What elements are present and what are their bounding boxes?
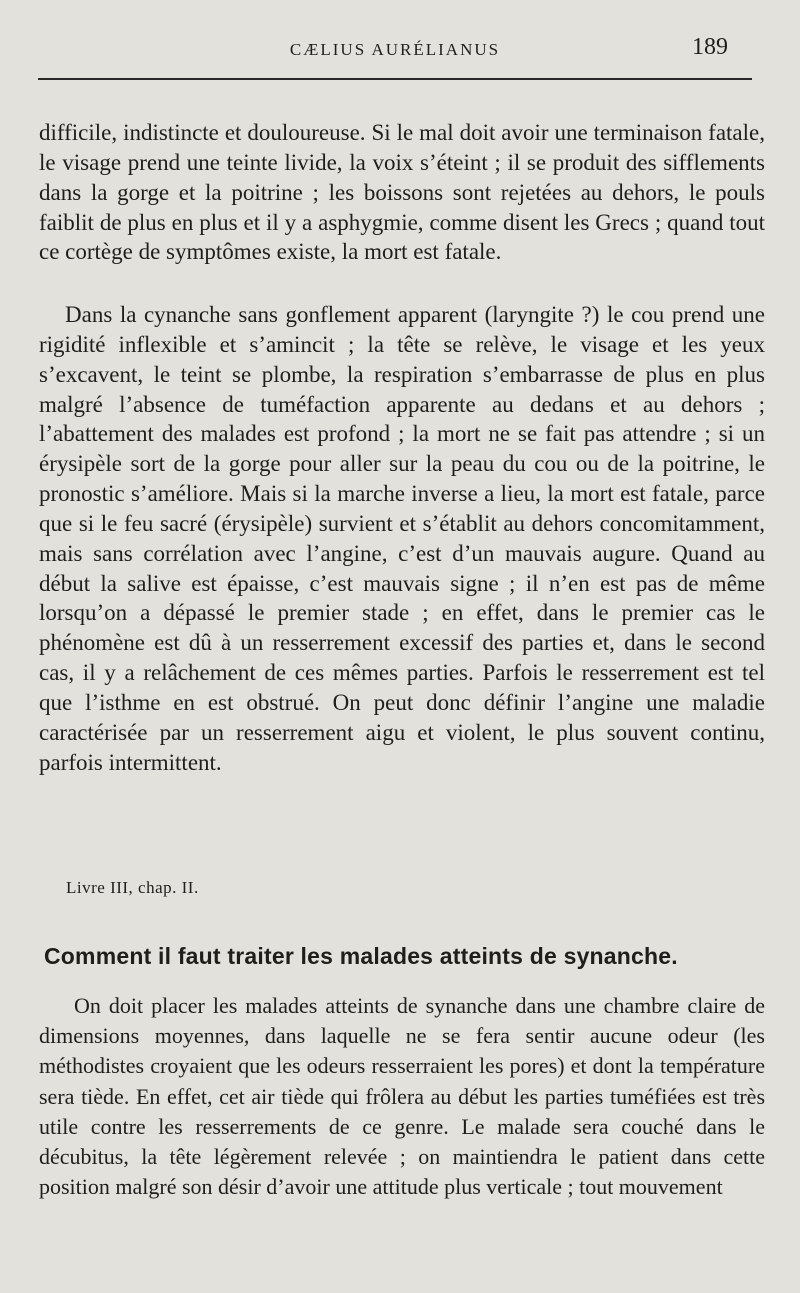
paragraph-continued: difficile, indistincte et douloureuse. Si le mal doit avoir une terminaison fatale, le visage prend une teinte livide, la voix s’éteint ; il se produit des sifflements dans la gorge et la poitrine ; les boissons sont rejetées au dehors, le pouls faiblit de plus en plus et il y a asphygmie, comme disent les Grecs ; quand tout ce cortège de symptômes existe, la mort est fatale. <box>39 120 765 265</box>
page-number: 189 <box>692 34 728 60</box>
page-header <box>38 30 752 80</box>
treatment-paragraph-block <box>39 991 765 1202</box>
cynanche-paragraph-block <box>39 300 765 778</box>
source-reference: Livre III, chap. II. <box>66 878 199 897</box>
section-heading: Comment il faut traiter les malades atteints de synanche. <box>44 943 678 969</box>
running-title: CÆLIUS AURÉLIANUS <box>289 40 501 59</box>
continued-paragraph-block <box>39 118 765 267</box>
paragraph-cynanche: Dans la cynanche sans gonflement apparent (laryngite ?) le cou prend une rigidité inflexible et s’amincit ; la tête se relève, le visage et les yeux s’excavent, le teint se plombe, la respiration s’embarrasse de plus en plus malgré l’absence de tuméfaction apparente au dedans et au dehors ; l’abattement des malades est profond ; la mort ne se fait pas attendre ; si un érysipèle sort de la gorge pour aller sur la peau du cou ou de la poitrine, le pronostic s’améliore. Mais si la marche inverse a lieu, la mort est fatale, parce que si le feu sacré (érysipèle) survient et s’établit au dehors concomitamment, mais sans corrélation avec l’angine, c’est d’un mauvais augure. Quand au début la salive est épaisse, c’est mauvais signe ; il n’en est pas de même lorsqu’on a dépassé le premier stade ; en effet, dans le premier cas le phénomène est dû à un resserrement excessif des parties et, dans le second cas, il y a relâchement de ces mêmes parties. Parfois le resserrement est tel que l’isthme en est obstrué. On peut donc définir l’angine une maladie caractérisée par un resserrement aigu et violent, le plus souvent continu, parfois intermittent. <box>39 302 765 775</box>
paragraph-treatment: On doit placer les malades atteints de synanche dans une chambre claire de dimensions moyennes, dans laquelle ne se fera sentir aucune odeur (les méthodistes croyaient que les odeurs resserraient les pores) et dont la température sera tiède. En effet, cet air tiède qui frôlera au début les parties tuméfiées est très utile contre les resserrements de ce genre. Le malade sera couché dans le décubitus, la tête légèrement relevée ; on maintiendra le patient dans cette position malgré son désir d’avoir une attitude plus verticale ; tout mouvement <box>39 993 765 1200</box>
